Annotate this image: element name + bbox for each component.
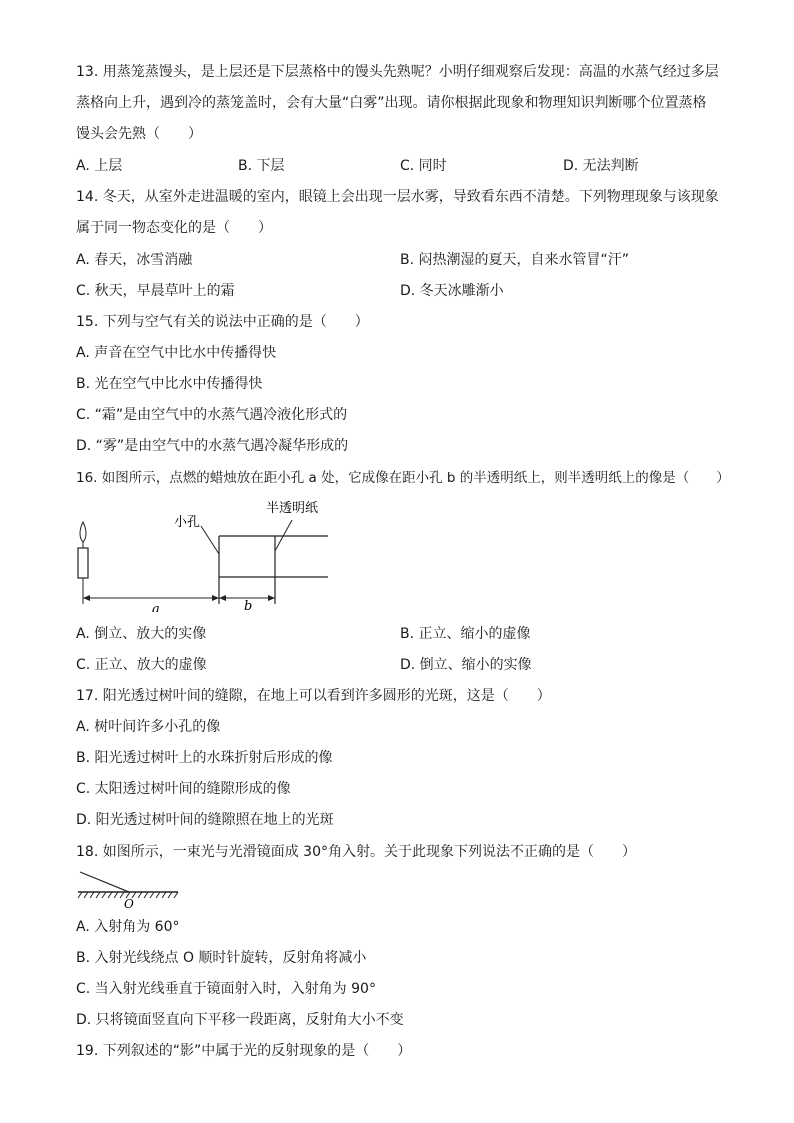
arrowhead-left-icon [83,595,90,601]
q17-stem: 17. 阳光透过树叶间的缝隙，在地上可以看到许多圆形的光斑，这是（ ） [76,688,551,704]
q18-option-b: B. 入射光线绕点 O 顺时针旋转，反射角将减小 [76,950,367,966]
arrowhead-right-icon [212,595,219,601]
q18-option-a: A. 入射角为 60° [76,919,180,935]
q19-stem: 19. 下列叙述的“影”中属于光的反射现象的是（ ） [76,1043,412,1059]
q14-option-b: B. 闷热潮湿的夏天，自来水管冒“汗” [400,252,630,268]
q18-stem: 18. 如图所示，一束光与光滑镜面成 30°角入射。关于此现象下列说法不正确的是（ ） [76,844,636,860]
q13-option-b: B. 下层 [238,158,285,174]
q13-stem-line-1: 13. 用蒸笼蒸馒头，是上层还是下层蒸格中的馒头先熟呢？小明仔细观察后发现：高温的水蒸气经过多层 [76,64,719,80]
q17-option-b: B. 阳光透过树叶上的水珠折射后形成的像 [76,750,333,766]
q14-option-c: C. 秋天，早晨草叶上的霜 [76,283,235,299]
q16-option-c: C. 正立、放大的虚像 [76,657,207,673]
q16-stem: 16. 如图所示，点燃的蜡烛放在距小孔 a 处，它成像在距小孔 b 的半透明纸上，则半透明纸上的像是（ ） [76,470,730,486]
q14-stem-line-1: 14. 冬天，从室外走进温暖的室内，眼镜上会出现一层水雾，导致看东西不清楚。下列物理现象与该现象 [76,189,719,205]
q15-option-a: A. 声音在空气中比水中传播得快 [76,345,277,361]
candle-flame-icon [80,522,86,542]
q15-option-c: C. “霜”是由空气中的水蒸气遇冷液化形式的 [76,407,348,423]
mirror-reflection-diagram [74,866,184,908]
q14-option-d: D. 冬天冰雕渐小 [400,283,504,299]
q16-option-a: A. 倒立、放大的实像 [76,626,207,642]
q13-option-c: C. 同时 [400,158,447,174]
label-translucent-paper: 半透明纸 [266,501,319,516]
q18-option-d: D. 只将镜面竖直向下平移一段距离，反射角大小不变 [76,1012,404,1028]
q14-option-a: A. 春天，冰雪消融 [76,252,193,268]
pinhole-leader-line [201,526,219,554]
incident-ray [80,872,129,892]
q18-option-c: C. 当入射光线垂直于镜面射入时，入射角为 90° [76,981,376,997]
label-pinhole: 小孔 [174,515,201,530]
q16-option-d: D. 倒立、缩小的实像 [400,657,532,673]
arrowhead-right-icon [268,595,275,601]
q15-stem: 15. 下列与空气有关的说法中正确的是（ ） [76,314,369,330]
label-point-o: O [124,897,134,908]
q15-option-b: B. 光在空气中比水中传播得快 [76,376,263,392]
q16-option-b: B. 正立、缩小的虚像 [400,626,531,642]
q13-option-a: A. 上层 [76,158,123,174]
q17-option-c: C. 太阳透过树叶间的缝隙形成的像 [76,781,291,797]
arrowhead-left-icon [219,595,226,601]
q14-stem-line-2: 属于同一物态变化的是（ ） [76,220,272,236]
label-b: b [244,599,253,612]
pinhole-camera-diagram [70,496,340,612]
q17-option-a: A. 树叶间许多小孔的像 [76,719,221,735]
q13-stem-line-3: 馒头会先熟（ ） [76,126,202,142]
label-a: a [152,602,160,612]
candle-body [78,548,88,578]
q17-option-d: D. 阳光透过树叶间的缝隙照在地上的光斑 [76,812,334,828]
q15-option-d: D. “雾”是由空气中的水蒸气遇冷凝华形成的 [76,438,349,454]
q13-stem-line-2: 蒸格向上升，遇到冷的蒸笼盖时，会有大量“白雾”出现。请你根据此现象和物理知识判断哪个位置蒸格 [76,95,707,111]
q13-option-d: D. 无法判断 [563,158,639,174]
